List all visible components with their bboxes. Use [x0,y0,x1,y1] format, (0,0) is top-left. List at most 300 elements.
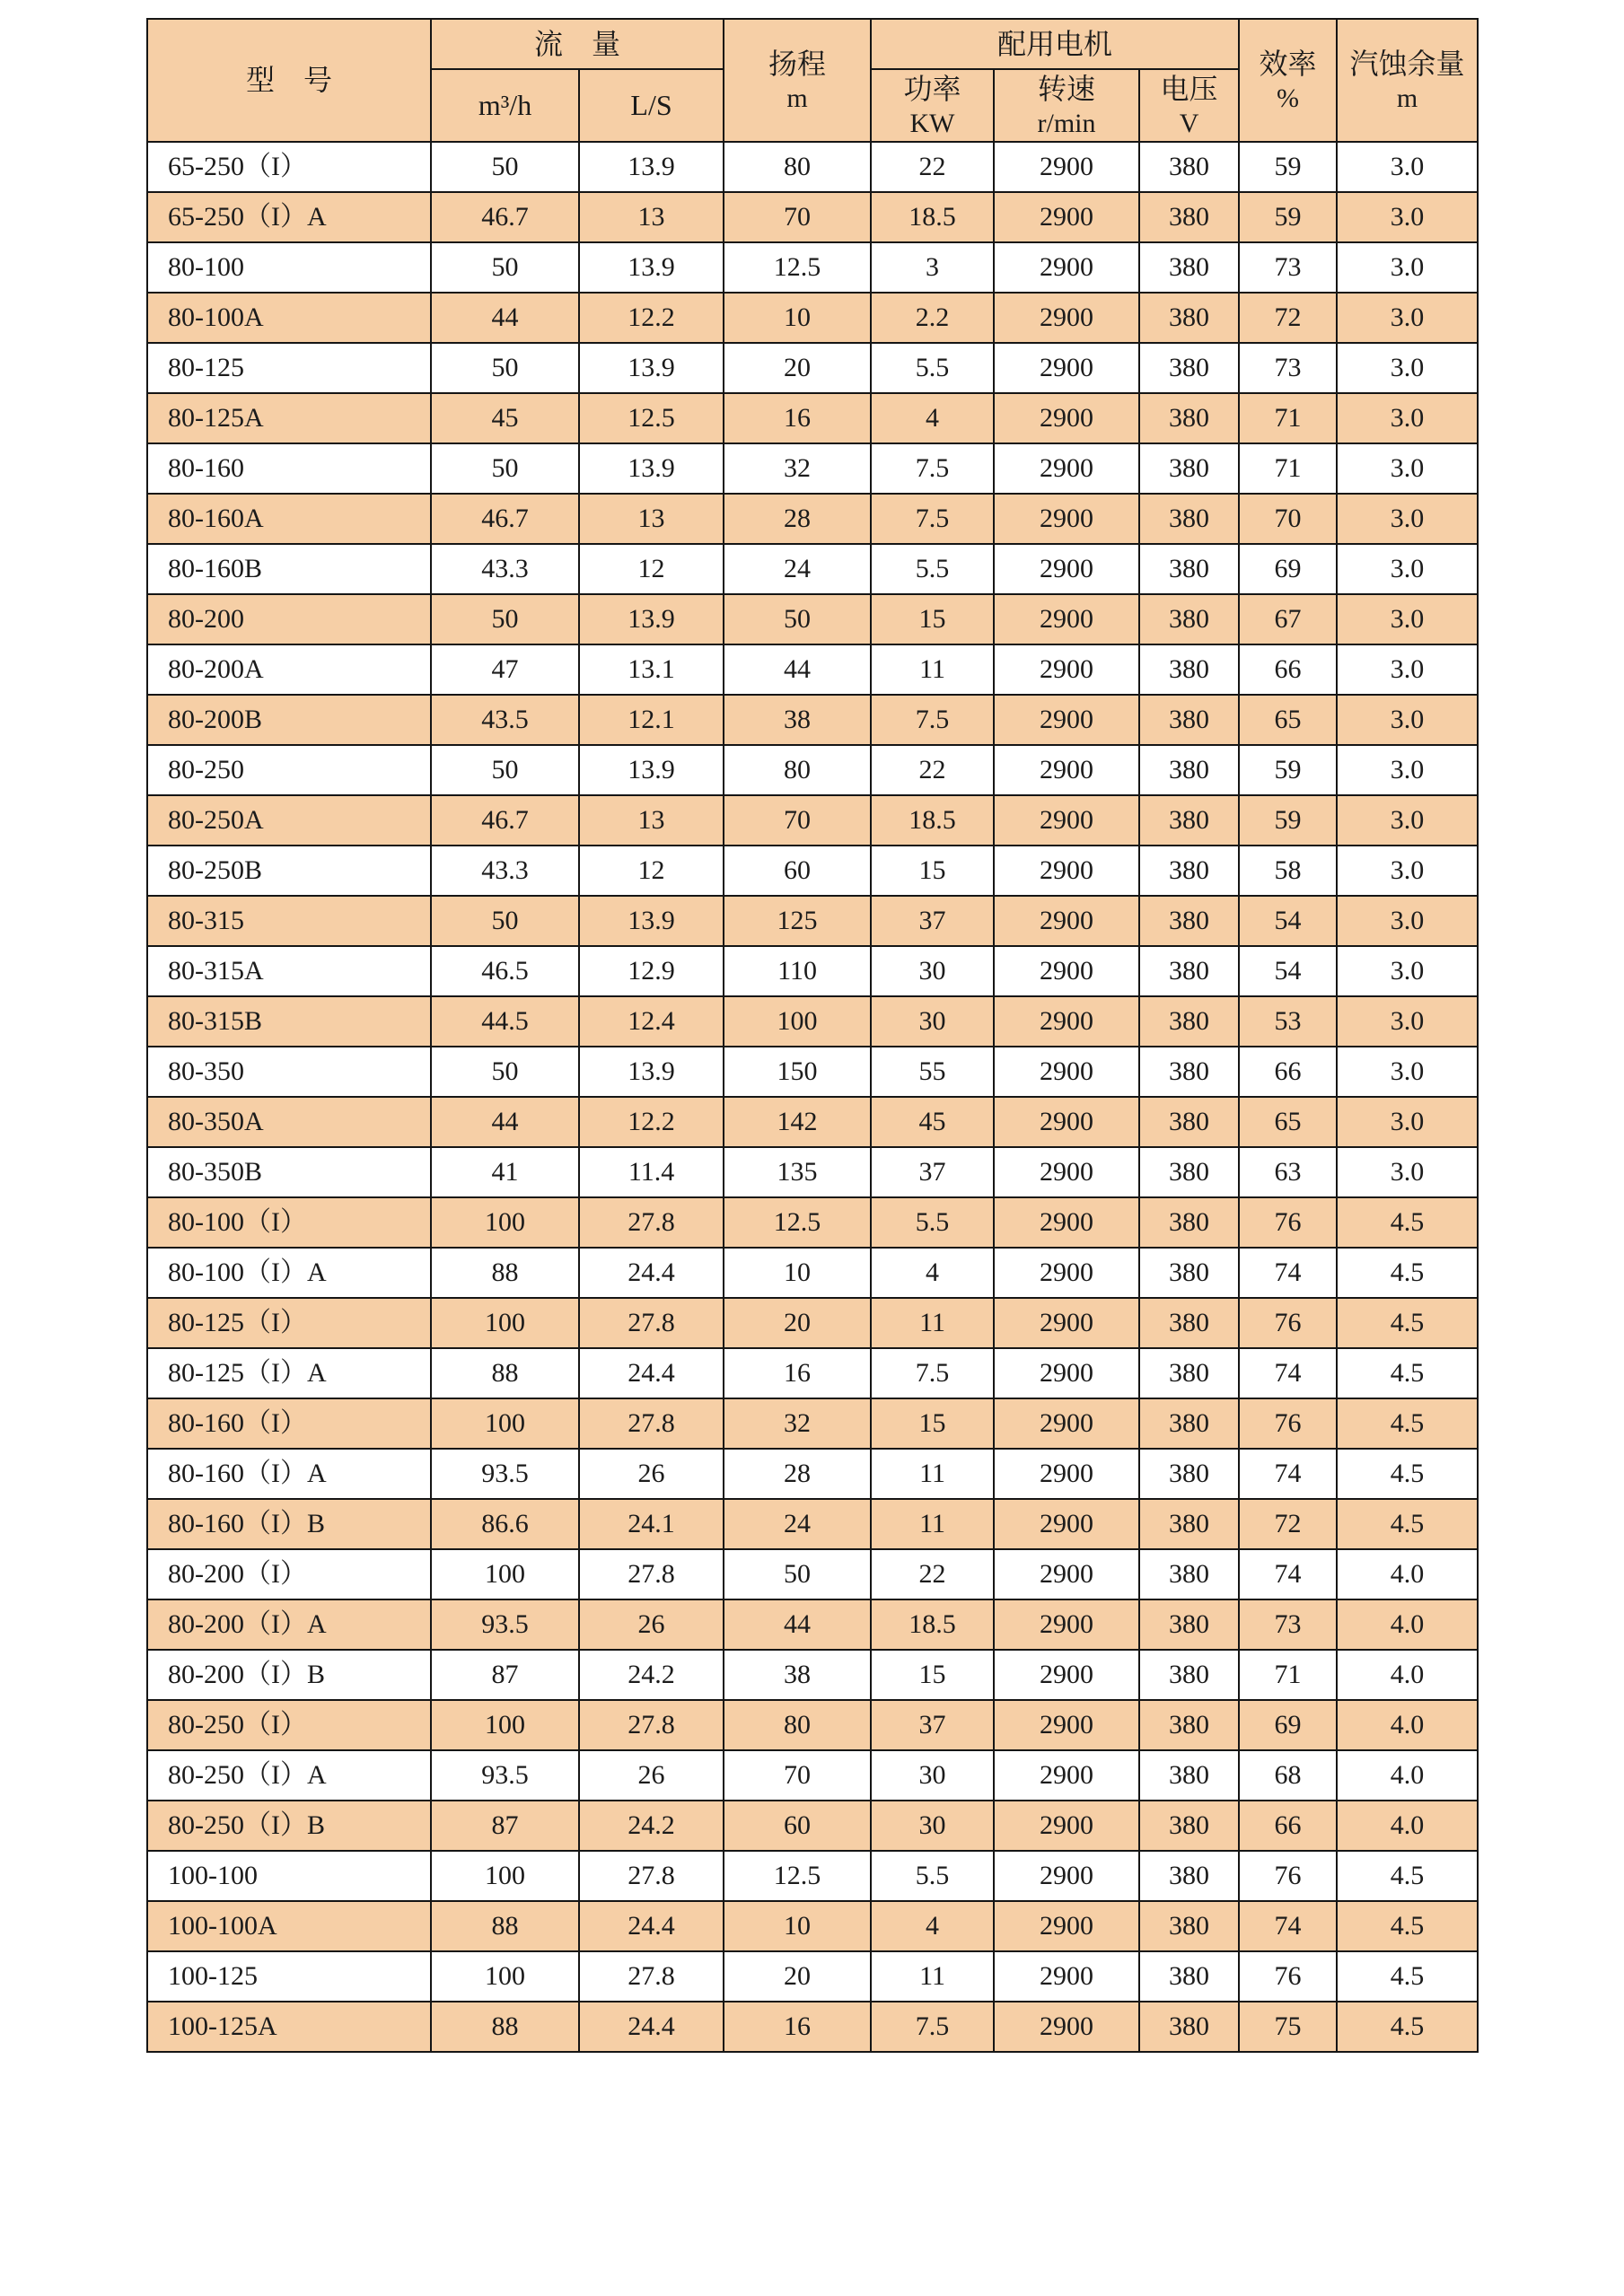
cell-m3h: 50 [431,1047,579,1097]
cell-npsh: 3.0 [1337,795,1478,846]
table-row [147,2002,1478,2052]
cell-kw: 11 [871,644,994,695]
cell-model: 80-125（I）A [147,1348,431,1398]
cell-m3h: 93.5 [431,1449,579,1499]
table-row [147,1398,1478,1449]
cell-v: 380 [1139,594,1239,644]
cell-eff: 75 [1239,2002,1337,2052]
cell-npsh: 3.0 [1337,695,1478,745]
cell-npsh: 3.0 [1337,1097,1478,1147]
cell-m3h: 46.7 [431,192,579,242]
cell-npsh: 4.5 [1337,1197,1478,1248]
cell-kw: 30 [871,946,994,996]
cell-m3h: 100 [431,1851,579,1901]
cell-kw: 11 [871,1951,994,2002]
table-row [147,1348,1478,1398]
cell-m3h: 87 [431,1650,579,1700]
cell-ls: 12.9 [579,946,724,996]
cell-ls: 27.8 [579,1951,724,2002]
cell-m3h: 50 [431,443,579,494]
cell-head: 20 [724,343,871,393]
cell-npsh: 3.0 [1337,343,1478,393]
table-row [147,996,1478,1047]
cell-ls: 13.9 [579,1047,724,1097]
cell-head: 16 [724,2002,871,2052]
cell-kw: 15 [871,594,994,644]
cell-kw: 22 [871,1549,994,1599]
cell-v: 380 [1139,1348,1239,1398]
cell-kw: 30 [871,996,994,1047]
table-row [147,393,1478,443]
cell-rpm: 2900 [994,293,1139,343]
cell-ls: 13.9 [579,594,724,644]
cell-ls: 26 [579,1599,724,1650]
cell-ls: 12.4 [579,996,724,1047]
cell-v: 380 [1139,846,1239,896]
cell-head: 32 [724,443,871,494]
cell-rpm: 2900 [994,494,1139,544]
cell-eff: 66 [1239,1047,1337,1097]
cell-v: 380 [1139,1801,1239,1851]
cell-model: 80-160（I）A [147,1449,431,1499]
cell-v: 380 [1139,745,1239,795]
cell-model: 80-250（I） [147,1700,431,1750]
cell-m3h: 86.6 [431,1499,579,1549]
header-motor-speed-label: 转速 [1038,72,1096,105]
table-row [147,544,1478,594]
header-motor-voltage-label: 电压 [1160,72,1218,105]
cell-model: 80-125 [147,343,431,393]
cell-model: 80-160（I） [147,1398,431,1449]
cell-npsh: 3.0 [1337,443,1478,494]
cell-v: 380 [1139,1398,1239,1449]
cell-npsh: 3.0 [1337,996,1478,1047]
cell-eff: 76 [1239,1951,1337,2002]
cell-model: 80-160（I）B [147,1499,431,1549]
cell-ls: 12.2 [579,1097,724,1147]
cell-eff: 65 [1239,1097,1337,1147]
table-row [147,1298,1478,1348]
cell-head: 12.5 [724,1851,871,1901]
table-row [147,494,1478,544]
cell-npsh: 3.0 [1337,142,1478,192]
cell-eff: 67 [1239,594,1337,644]
cell-ls: 27.8 [579,1549,724,1599]
cell-rpm: 2900 [994,644,1139,695]
cell-m3h: 100 [431,1549,579,1599]
cell-npsh: 4.0 [1337,1599,1478,1650]
cell-head: 10 [724,1248,871,1298]
cell-m3h: 43.5 [431,695,579,745]
cell-kw: 3 [871,242,994,293]
cell-rpm: 2900 [994,946,1139,996]
cell-npsh: 3.0 [1337,846,1478,896]
cell-model: 80-100A [147,293,431,343]
cell-head: 28 [724,1449,871,1499]
table-row [147,1901,1478,1951]
cell-npsh: 4.5 [1337,1348,1478,1398]
cell-kw: 7.5 [871,494,994,544]
cell-kw: 30 [871,1750,994,1801]
cell-rpm: 2900 [994,1197,1139,1248]
cell-head: 100 [724,996,871,1047]
cell-eff: 73 [1239,242,1337,293]
cell-model: 80-125（I） [147,1298,431,1348]
cell-npsh: 4.5 [1337,1298,1478,1348]
cell-v: 380 [1139,1097,1239,1147]
cell-m3h: 100 [431,1197,579,1248]
header-motor-voltage-unit: V [1179,108,1199,138]
cell-rpm: 2900 [994,1549,1139,1599]
cell-npsh: 4.5 [1337,1449,1478,1499]
cell-kw: 11 [871,1449,994,1499]
header-efficiency-label: 效率 [1259,47,1317,80]
cell-model: 80-100（I）A [147,1248,431,1298]
cell-model: 100-125 [147,1951,431,2002]
cell-m3h: 46.7 [431,494,579,544]
cell-v: 380 [1139,946,1239,996]
cell-model: 80-250（I）B [147,1801,431,1851]
cell-eff: 63 [1239,1147,1337,1197]
table-row [147,846,1478,896]
table-row [147,192,1478,242]
cell-rpm: 2900 [994,142,1139,192]
cell-npsh: 4.0 [1337,1650,1478,1700]
cell-head: 60 [724,846,871,896]
cell-kw: 55 [871,1047,994,1097]
table-row [147,745,1478,795]
cell-model: 80-350A [147,1097,431,1147]
cell-head: 10 [724,293,871,343]
header-motor-speed-unit: r/min [1037,108,1096,138]
cell-model: 80-160B [147,544,431,594]
cell-v: 380 [1139,494,1239,544]
cell-model: 80-315B [147,996,431,1047]
cell-kw: 5.5 [871,1197,994,1248]
cell-head: 16 [724,393,871,443]
cell-rpm: 2900 [994,1650,1139,1700]
cell-kw: 4 [871,393,994,443]
cell-ls: 13.9 [579,443,724,494]
cell-model: 80-160 [147,443,431,494]
table-row [147,644,1478,695]
cell-m3h: 50 [431,745,579,795]
cell-head: 70 [724,192,871,242]
cell-v: 380 [1139,2002,1239,2052]
table-row [147,1197,1478,1248]
table-row [147,242,1478,293]
cell-head: 70 [724,1750,871,1801]
cell-kw: 37 [871,896,994,946]
cell-ls: 13 [579,192,724,242]
cell-ls: 13.9 [579,745,724,795]
cell-eff: 53 [1239,996,1337,1047]
cell-v: 380 [1139,1951,1239,2002]
cell-model: 80-100（I） [147,1197,431,1248]
cell-model: 80-200（I）B [147,1650,431,1700]
cell-eff: 76 [1239,1851,1337,1901]
table-row [147,1147,1478,1197]
cell-eff: 59 [1239,192,1337,242]
cell-eff: 72 [1239,293,1337,343]
cell-head: 150 [724,1047,871,1097]
cell-kw: 18.5 [871,192,994,242]
table-row [147,1499,1478,1549]
cell-ls: 24.2 [579,1650,724,1700]
cell-m3h: 50 [431,594,579,644]
cell-eff: 59 [1239,795,1337,846]
cell-head: 10 [724,1901,871,1951]
cell-head: 80 [724,142,871,192]
cell-eff: 71 [1239,1650,1337,1700]
cell-kw: 15 [871,1650,994,1700]
cell-rpm: 2900 [994,1047,1139,1097]
cell-eff: 68 [1239,1750,1337,1801]
cell-model: 80-200B [147,695,431,745]
cell-kw: 7.5 [871,1348,994,1398]
cell-v: 380 [1139,695,1239,745]
cell-npsh: 4.5 [1337,1398,1478,1449]
cell-m3h: 43.3 [431,544,579,594]
cell-m3h: 93.5 [431,1599,579,1650]
cell-kw: 5.5 [871,1851,994,1901]
cell-v: 380 [1139,1700,1239,1750]
cell-rpm: 2900 [994,1851,1139,1901]
table-row [147,1750,1478,1801]
table-row [147,594,1478,644]
cell-npsh: 3.0 [1337,293,1478,343]
cell-rpm: 2900 [994,1298,1139,1348]
cell-npsh: 3.0 [1337,192,1478,242]
cell-v: 380 [1139,1449,1239,1499]
cell-rpm: 2900 [994,1248,1139,1298]
cell-ls: 24.4 [579,1248,724,1298]
cell-model: 80-200 [147,594,431,644]
cell-v: 380 [1139,644,1239,695]
cell-eff: 69 [1239,1700,1337,1750]
cell-rpm: 2900 [994,1097,1139,1147]
cell-kw: 5.5 [871,343,994,393]
cell-rpm: 2900 [994,1348,1139,1398]
cell-model: 100-100A [147,1901,431,1951]
header-flow-ls: L/S [579,69,724,142]
cell-eff: 69 [1239,544,1337,594]
header-head-unit: m [786,83,808,113]
cell-rpm: 2900 [994,1700,1139,1750]
cell-v: 380 [1139,896,1239,946]
cell-head: 80 [724,1700,871,1750]
cell-v: 380 [1139,1248,1239,1298]
cell-ls: 13.9 [579,142,724,192]
cell-model: 65-250（I）A [147,192,431,242]
cell-rpm: 2900 [994,695,1139,745]
cell-head: 28 [724,494,871,544]
table-row [147,695,1478,745]
cell-kw: 11 [871,1499,994,1549]
cell-eff: 74 [1239,1901,1337,1951]
cell-rpm: 2900 [994,1951,1139,2002]
cell-kw: 22 [871,142,994,192]
cell-ls: 27.8 [579,1851,724,1901]
cell-npsh: 4.0 [1337,1801,1478,1851]
cell-npsh: 4.0 [1337,1700,1478,1750]
table-row [147,1951,1478,2002]
cell-npsh: 4.5 [1337,1901,1478,1951]
cell-v: 380 [1139,1549,1239,1599]
cell-head: 70 [724,795,871,846]
cell-v: 380 [1139,242,1239,293]
cell-kw: 5.5 [871,544,994,594]
cell-v: 380 [1139,1650,1239,1700]
cell-head: 38 [724,1650,871,1700]
cell-kw: 7.5 [871,443,994,494]
cell-ls: 27.8 [579,1298,724,1348]
cell-ls: 27.8 [579,1398,724,1449]
cell-rpm: 2900 [994,1449,1139,1499]
cell-npsh: 4.0 [1337,1750,1478,1801]
cell-v: 380 [1139,443,1239,494]
cell-head: 32 [724,1398,871,1449]
cell-model: 80-200（I）A [147,1599,431,1650]
header-flow: 流 量 [431,19,724,69]
cell-model: 100-100 [147,1851,431,1901]
cell-m3h: 44 [431,1097,579,1147]
cell-head: 38 [724,695,871,745]
cell-ls: 13.1 [579,644,724,695]
header-motor-voltage [1139,69,1239,142]
cell-rpm: 2900 [994,745,1139,795]
cell-npsh: 3.0 [1337,946,1478,996]
cell-m3h: 50 [431,896,579,946]
cell-npsh: 3.0 [1337,594,1478,644]
cell-ls: 11.4 [579,1147,724,1197]
cell-npsh: 3.0 [1337,242,1478,293]
cell-head: 44 [724,1599,871,1650]
cell-kw: 45 [871,1097,994,1147]
cell-rpm: 2900 [994,1147,1139,1197]
cell-eff: 76 [1239,1197,1337,1248]
cell-kw: 11 [871,1298,994,1348]
cell-head: 50 [724,1549,871,1599]
cell-rpm: 2900 [994,846,1139,896]
cell-rpm: 2900 [994,343,1139,393]
table-row [147,795,1478,846]
cell-head: 60 [724,1801,871,1851]
cell-eff: 73 [1239,343,1337,393]
cell-npsh: 3.0 [1337,896,1478,946]
cell-v: 380 [1139,142,1239,192]
cell-ls: 13 [579,494,724,544]
table-row [147,946,1478,996]
cell-model: 80-250（I）A [147,1750,431,1801]
cell-npsh: 3.0 [1337,644,1478,695]
cell-m3h: 100 [431,1951,579,2002]
cell-kw: 2.2 [871,293,994,343]
cell-eff: 76 [1239,1298,1337,1348]
cell-model: 80-250A [147,795,431,846]
cell-head: 110 [724,946,871,996]
cell-v: 380 [1139,393,1239,443]
cell-kw: 18.5 [871,1599,994,1650]
cell-npsh: 3.0 [1337,1147,1478,1197]
cell-m3h: 88 [431,2002,579,2052]
cell-rpm: 2900 [994,996,1139,1047]
cell-ls: 12 [579,846,724,896]
cell-rpm: 2900 [994,1750,1139,1801]
table-row [147,1700,1478,1750]
cell-model: 80-125A [147,393,431,443]
cell-head: 135 [724,1147,871,1197]
table-row [147,1801,1478,1851]
cell-ls: 26 [579,1449,724,1499]
cell-ls: 27.8 [579,1700,724,1750]
cell-eff: 71 [1239,393,1337,443]
cell-head: 24 [724,544,871,594]
cell-kw: 15 [871,846,994,896]
cell-eff: 76 [1239,1398,1337,1449]
cell-model: 100-125A [147,2002,431,2052]
cell-eff: 54 [1239,946,1337,996]
cell-npsh: 3.0 [1337,494,1478,544]
cell-v: 380 [1139,544,1239,594]
header-head-label: 扬程 [768,47,827,80]
cell-v: 380 [1139,795,1239,846]
cell-m3h: 88 [431,1348,579,1398]
cell-eff: 73 [1239,1599,1337,1650]
header-motor-speed [994,69,1139,142]
cell-ls: 24.4 [579,1348,724,1398]
cell-ls: 13.9 [579,343,724,393]
cell-v: 380 [1139,1599,1239,1650]
table-row [147,443,1478,494]
cell-npsh: 4.5 [1337,1248,1478,1298]
cell-model: 65-250（I） [147,142,431,192]
cell-rpm: 2900 [994,1801,1139,1851]
cell-model: 80-160A [147,494,431,544]
cell-rpm: 2900 [994,1599,1139,1650]
header-npsh [1337,19,1478,142]
table-header [147,19,1478,142]
cell-v: 380 [1139,1298,1239,1348]
cell-npsh: 4.5 [1337,1851,1478,1901]
cell-v: 380 [1139,996,1239,1047]
cell-rpm: 2900 [994,795,1139,846]
cell-head: 50 [724,594,871,644]
cell-kw: 30 [871,1801,994,1851]
table-row [147,1449,1478,1499]
header-flow-m3h: m³/h [431,69,579,142]
cell-kw: 37 [871,1700,994,1750]
cell-eff: 71 [1239,443,1337,494]
cell-rpm: 2900 [994,896,1139,946]
cell-ls: 26 [579,1750,724,1801]
cell-eff: 65 [1239,695,1337,745]
cell-v: 380 [1139,1851,1239,1901]
cell-model: 80-315A [147,946,431,996]
cell-head: 16 [724,1348,871,1398]
cell-head: 80 [724,745,871,795]
cell-m3h: 50 [431,142,579,192]
cell-head: 20 [724,1951,871,2002]
cell-v: 380 [1139,1750,1239,1801]
cell-rpm: 2900 [994,443,1139,494]
cell-v: 380 [1139,1147,1239,1197]
cell-head: 44 [724,644,871,695]
cell-eff: 70 [1239,494,1337,544]
header-motor-power [871,69,994,142]
cell-kw: 4 [871,1901,994,1951]
cell-v: 380 [1139,1901,1239,1951]
